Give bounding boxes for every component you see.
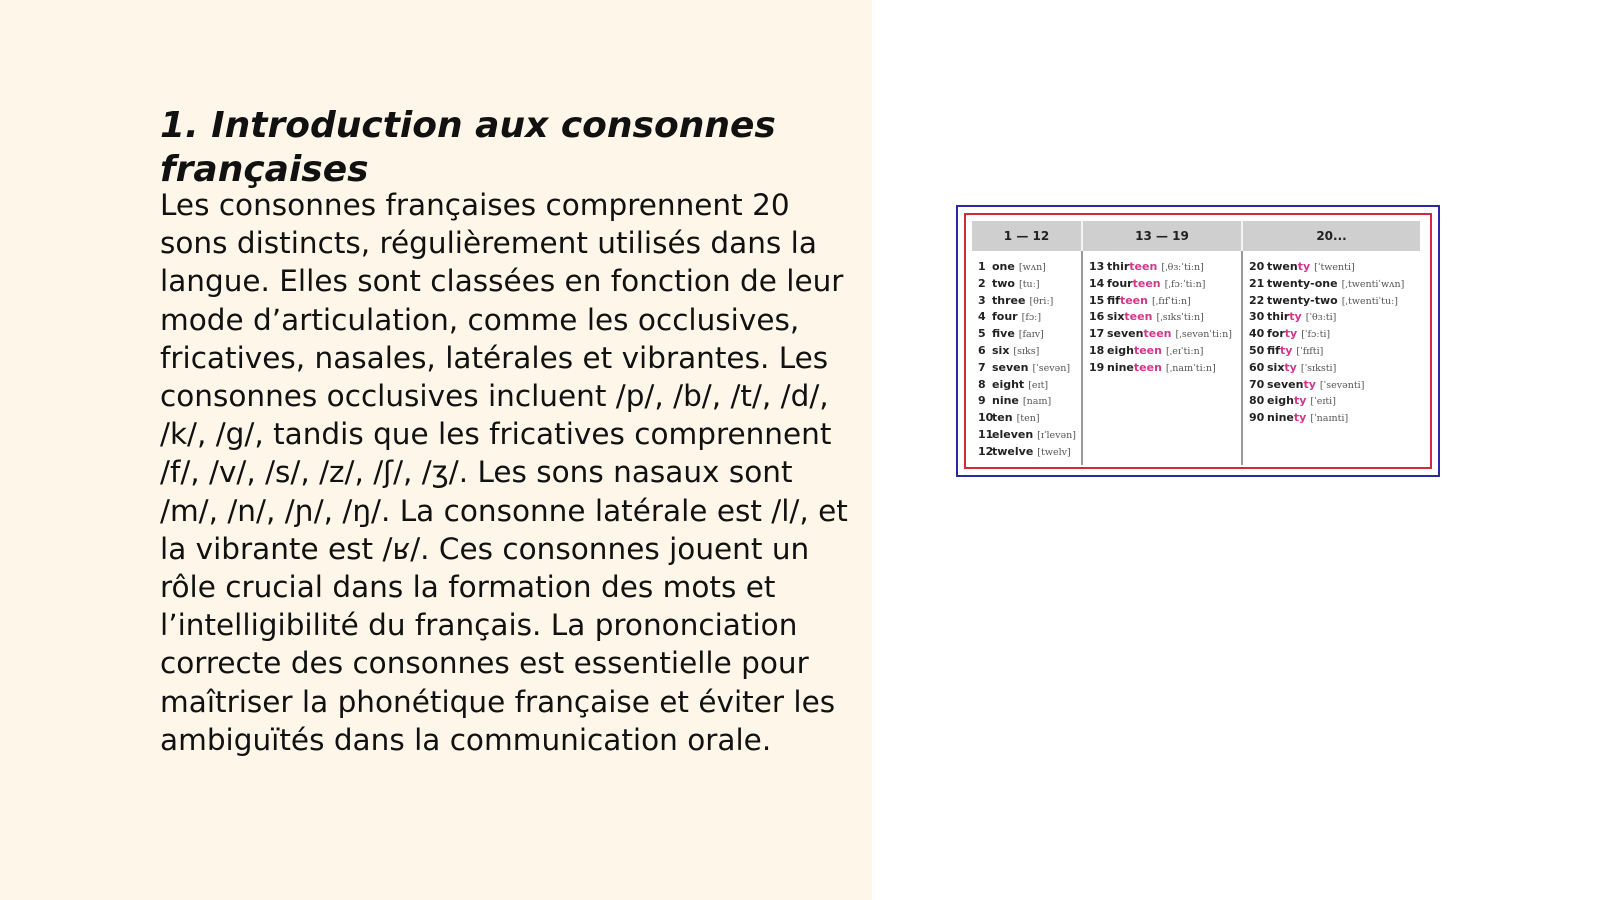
word-suffix: teen xyxy=(1124,310,1153,324)
ipa-transcription: [tuː] xyxy=(1018,278,1040,290)
number-entry xyxy=(978,343,1081,360)
number: 1 xyxy=(978,260,986,273)
word-suffix: ty xyxy=(1284,360,1297,374)
number-word: eleven xyxy=(992,427,1034,441)
number: 18 xyxy=(1089,343,1105,357)
slide-body: Les consonnes françaises comprennent 20 sons distincts, régulièrement utilisés dans la langue. Elles sont classées en fonction de leur mode d’articulation, comme les occlusives, fricatives, nasales, latérales et vibrantes. Les consonnes occlusives incluent /p/, /b/, /t/, /d/, /k/, /g/, tandis que les fricatives comprennent /f/, /v/, /s/, /z/, /ʃ/, /ʒ/. Les sons nasaux sont /m/, /n/, /ɲ/, /ŋ/. La consonne latérale est /l/, et la vibrante est /ʁ/. Ces consonnes jouent un rôle crucial dans la formation des mots et l’intelligibilité du français. La prononciation correcte des consonnes est essentielle pour maîtriser la phonétique française et éviter les ambiguïtés dans la communication orale. xyxy=(160,188,848,757)
ipa-transcription: [ˌfɔːˈtiːn] xyxy=(1164,278,1206,290)
number-entry xyxy=(978,293,1081,310)
number-word: two xyxy=(992,276,1015,290)
number-word: six xyxy=(992,343,1010,357)
number-word: fif xyxy=(1267,343,1280,357)
ipa-transcription: [faɪv] xyxy=(1018,329,1044,341)
number-entry xyxy=(1089,326,1241,343)
ipa-transcription: [eɪt] xyxy=(1028,379,1049,391)
number: 60 xyxy=(1249,360,1265,374)
ipa-transcription: [ˈtwenti] xyxy=(1314,262,1355,273)
number-entry xyxy=(1089,309,1241,326)
number: 11 xyxy=(978,427,994,441)
ipa-transcription: [ˌfɪfˈtiːn] xyxy=(1151,295,1191,307)
number-word: fif xyxy=(1107,293,1120,307)
ipa-transcription: [ˌsɪksˈtiːn] xyxy=(1156,312,1204,324)
number: 13 xyxy=(1089,260,1105,273)
ipa-transcription: [fɔː] xyxy=(1021,312,1042,324)
number: 12 xyxy=(978,444,994,458)
number-entry xyxy=(1089,360,1241,377)
number: 21 xyxy=(1249,276,1265,290)
number-column xyxy=(972,251,1082,465)
number-word: three xyxy=(992,293,1026,307)
number-entry xyxy=(1249,343,1420,360)
number-entry xyxy=(1089,343,1241,360)
number: 30 xyxy=(1249,310,1265,324)
word-suffix: teen xyxy=(1119,293,1148,307)
ipa-transcription: [ˈsɪksti] xyxy=(1300,362,1337,374)
word-suffix: ty xyxy=(1297,260,1311,273)
word-suffix: ty xyxy=(1293,394,1307,408)
number-word: for xyxy=(1267,327,1285,341)
number-word: seven xyxy=(1107,327,1144,341)
number-entry xyxy=(978,360,1081,377)
number-entry xyxy=(978,259,1081,276)
number-column xyxy=(1242,251,1420,465)
number-word: one xyxy=(992,260,1015,273)
word-suffix: teen xyxy=(1129,260,1158,273)
number-word: nine xyxy=(992,394,1019,408)
number-entry xyxy=(1089,259,1241,276)
word-suffix: ty xyxy=(1279,343,1293,357)
number-word: ten xyxy=(992,411,1013,425)
word-suffix: teen xyxy=(1133,343,1162,357)
word-suffix: ty xyxy=(1289,310,1302,324)
ipa-transcription: [ˈeɪti] xyxy=(1310,396,1336,408)
number-entry xyxy=(978,276,1081,293)
number-entry xyxy=(1249,326,1420,343)
number-entry xyxy=(978,309,1081,326)
ipa-transcription: [θriː] xyxy=(1029,295,1054,307)
number-entry xyxy=(1089,293,1241,310)
number-word: eigh xyxy=(1107,343,1134,357)
ipa-transcription: [ˌeɪˈtiːn] xyxy=(1165,345,1204,357)
numbers-table xyxy=(972,221,1420,465)
ipa-transcription: [ɪˈlevən] xyxy=(1037,429,1076,441)
ipa-transcription: [ˈfɔːti] xyxy=(1301,329,1331,341)
word-suffix: ty xyxy=(1293,411,1307,425)
number: 7 xyxy=(978,360,986,374)
number-word: nine xyxy=(1107,360,1134,374)
number-word: eight xyxy=(992,377,1025,391)
number: 70 xyxy=(1249,377,1265,391)
number: 80 xyxy=(1249,394,1265,408)
ipa-transcription: [ˈsevənti] xyxy=(1319,379,1365,391)
number: 22 xyxy=(1249,293,1265,307)
number-entry xyxy=(978,326,1081,343)
column-header: 1 — 12 xyxy=(972,221,1082,251)
number-entry xyxy=(1249,259,1420,276)
number-word: six xyxy=(1107,310,1125,324)
number: 9 xyxy=(978,394,986,408)
number-entry xyxy=(978,444,1081,461)
column-header: 20... xyxy=(1242,221,1420,251)
table-header-row xyxy=(972,221,1420,251)
ipa-transcription: [sɪks] xyxy=(1013,345,1040,357)
word-suffix: teen xyxy=(1133,360,1162,374)
number: 17 xyxy=(1089,327,1105,341)
ipa-transcription: [ˈθɜːti] xyxy=(1305,312,1337,324)
number-entry xyxy=(1249,377,1420,394)
ipa-transcription: [wʌn] xyxy=(1018,262,1046,273)
slide-title: 1. Introduction aux consonnes françaises xyxy=(160,105,776,190)
ipa-transcription: [ˌθɜːˈtiːn] xyxy=(1161,262,1204,273)
word-suffix: ty xyxy=(1303,377,1316,391)
number-entry xyxy=(1249,393,1420,410)
number-column xyxy=(1082,251,1242,465)
number: 5 xyxy=(978,327,986,341)
number-word: twelve xyxy=(992,444,1034,458)
number: 50 xyxy=(1249,343,1265,357)
number-entry xyxy=(978,377,1081,394)
number: 8 xyxy=(978,377,986,391)
number-word: seven xyxy=(992,360,1029,374)
number: 20 xyxy=(1249,260,1265,273)
column-header: 13 — 19 xyxy=(1082,221,1242,251)
number-entry xyxy=(978,427,1081,444)
numbers-figure xyxy=(956,205,1440,477)
number-word: twen xyxy=(1267,260,1298,273)
number: 3 xyxy=(978,293,986,307)
number-entry xyxy=(1249,293,1420,310)
number-entry xyxy=(1249,360,1420,377)
number: 2 xyxy=(978,276,986,290)
word-suffix: teen xyxy=(1143,327,1172,341)
number-entry xyxy=(978,393,1081,410)
number: 90 xyxy=(1249,411,1265,425)
number-word: seven xyxy=(1267,377,1304,391)
table-body-row xyxy=(972,251,1420,465)
number: 4 xyxy=(978,310,986,324)
number-entry xyxy=(1089,276,1241,293)
number-entry xyxy=(1249,410,1420,427)
ipa-transcription: [ˈsevən] xyxy=(1032,362,1071,374)
number-word: four xyxy=(1107,276,1133,290)
ipa-transcription: [naɪn] xyxy=(1022,396,1052,408)
number-entry xyxy=(1249,309,1420,326)
word-suffix: teen xyxy=(1132,276,1161,290)
ipa-transcription: [ten] xyxy=(1016,413,1040,425)
figure-frame xyxy=(964,213,1432,469)
number: 10 xyxy=(978,411,994,425)
number: 15 xyxy=(1089,293,1105,307)
number-word: six xyxy=(1267,360,1285,374)
number: 19 xyxy=(1089,360,1105,374)
number-word: thir xyxy=(1107,260,1130,273)
ipa-transcription: [ˌnaɪnˈtiːn] xyxy=(1165,362,1216,374)
ipa-transcription: [ˈfɪfti] xyxy=(1296,345,1324,357)
number-word: thir xyxy=(1267,310,1290,324)
number-word: four xyxy=(992,310,1018,324)
number-word: twenty-two xyxy=(1267,293,1338,307)
ipa-transcription: [twelv] xyxy=(1037,446,1071,458)
ipa-transcription: [ˌtwentiˈtuː] xyxy=(1341,295,1399,307)
number: 6 xyxy=(978,343,986,357)
word-suffix: ty xyxy=(1284,327,1298,341)
number: 16 xyxy=(1089,310,1105,324)
number-word: eigh xyxy=(1267,394,1294,408)
number-word: five xyxy=(992,327,1015,341)
number-word: twenty-one xyxy=(1267,276,1338,290)
number-entry xyxy=(978,410,1081,427)
ipa-transcription: [ˌtwentiˈwʌn] xyxy=(1341,278,1405,290)
number: 40 xyxy=(1249,327,1265,341)
ipa-transcription: [ˌsevənˈtiːn] xyxy=(1175,329,1232,341)
number-entry xyxy=(1249,276,1420,293)
number-word: nine xyxy=(1267,411,1294,425)
number: 14 xyxy=(1089,276,1105,290)
ipa-transcription: [ˈnaɪnti] xyxy=(1310,413,1349,425)
